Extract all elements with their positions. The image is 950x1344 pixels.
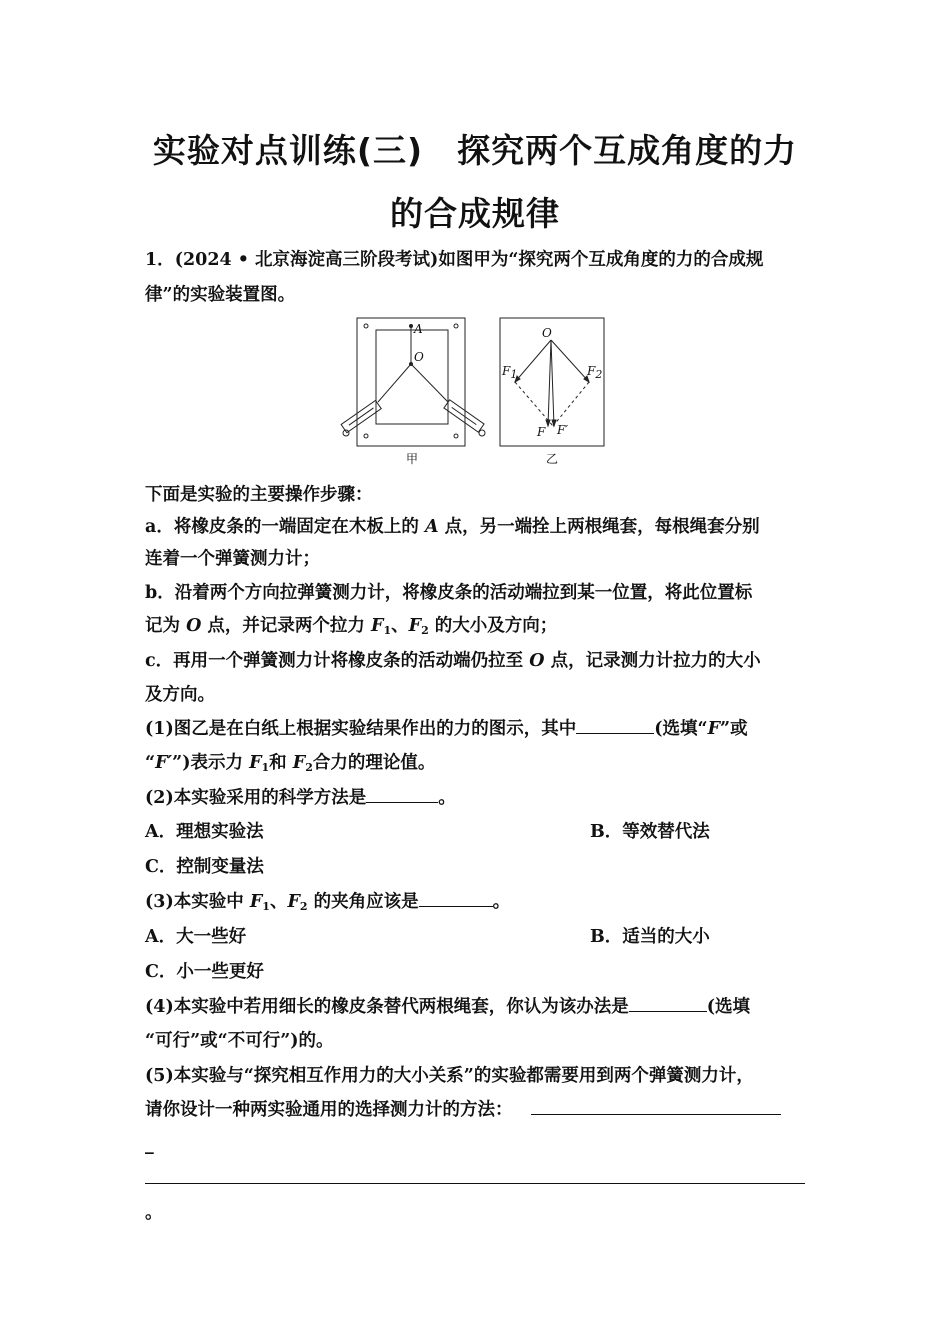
- q2-answer-blank[interactable]: [366, 786, 438, 803]
- label-F: F: [537, 425, 546, 439]
- q3-option-a[interactable]: A．大一些好: [145, 927, 247, 947]
- q3-option-c[interactable]: C．小一些更好: [145, 962, 264, 982]
- q1-line1: (1)图乙是在白纸上根据实验结果作出的力的图示，其中 (选填“F”或: [145, 719, 748, 739]
- question-intro: [145, 248, 815, 272]
- q3-stem: (3)本实验中 $F_1$、$F_2$ 的夹角应该是 。: [145, 892, 511, 913]
- page-title-line2: 的合成规律: [390, 194, 560, 233]
- step-a-line2: 连着一个弹簧测力计；: [145, 549, 320, 569]
- q1-line2: “F′”)表示力 $F_1$和 $F_2$合力的理论值。: [145, 753, 436, 774]
- step-b-line2: 记为 O 点，并记录两个拉力 $F_1$、$F_2$ 的大小及方向；: [145, 616, 558, 637]
- step-c-line2: 及方向。: [145, 685, 215, 705]
- question-number: 1．: [145, 250, 175, 270]
- steps-heading: 下面是实验的主要操作步骤：: [145, 485, 373, 505]
- experiment-figure: [340, 312, 620, 472]
- label-F-prime: F′: [557, 423, 569, 437]
- q5-answer-blank-2[interactable]: [145, 1183, 805, 1184]
- q5-line1: (5)本实验与“探究相互作用力的大小关系”的实验都需要用到两个弹簧测力计，: [145, 1066, 754, 1086]
- question-intro-line2: 律”的实验装置图。: [145, 285, 296, 305]
- step-b-line1: b．沿着两个方向拉弹簧测力计，将橡皮条的活动端拉到某一位置，将此位置标: [145, 583, 753, 603]
- apparatus-diagram: [341, 318, 485, 446]
- label-F1: $F_1$: [502, 364, 518, 381]
- figure-svg: [340, 312, 620, 472]
- step-c-line1: c．再用一个弹簧测力计将橡皮条的活动端仍拉至 O 点，记录测力计拉力的大小: [145, 651, 761, 671]
- q2-options-row1: [145, 820, 815, 844]
- label-A: A: [414, 322, 423, 336]
- caption-jia: 甲: [406, 452, 419, 466]
- question-source: (2024 • 北京海淀高三阶段考试): [174, 250, 439, 270]
- q1-answer-blank[interactable]: [576, 717, 654, 734]
- q2-option-b[interactable]: B．等效替代法: [590, 822, 710, 842]
- q3-answer-blank[interactable]: [419, 890, 493, 907]
- q5-answer-blank-1[interactable]: [531, 1098, 781, 1115]
- q5-line2: 请你设计一种两实验通用的选择测力计的方法：: [145, 1098, 815, 1122]
- q3-option-b[interactable]: B．适当的大小: [590, 927, 710, 947]
- label-O-left: O: [414, 350, 424, 364]
- q2-stem: (2)本实验采用的科学方法是 。: [145, 788, 456, 808]
- q2-option-c[interactable]: C．控制变量法: [145, 857, 264, 877]
- force-diagram: [500, 318, 604, 446]
- step-a-line1: a．将橡皮条的一端固定在木板上的 A 点，另一端拴上两根绳套，每根绳套分别: [145, 517, 760, 537]
- label-F2: $F_2$: [587, 364, 603, 381]
- page-title-line1: 实验对点训练(三) 探究两个互成角度的力: [152, 131, 798, 170]
- q4-answer-blank[interactable]: [629, 995, 707, 1012]
- q2-option-a[interactable]: A．理想实验法: [145, 822, 264, 842]
- question-intro-text: 如图甲为“探究两个互成角度的力的合成规: [438, 250, 764, 270]
- label-O-right: O: [542, 326, 552, 340]
- caption-yi: 乙: [546, 452, 559, 466]
- q5-end: 。: [145, 1203, 163, 1223]
- q3-options-row1: [145, 925, 815, 949]
- q5-dash: _: [145, 1135, 154, 1155]
- q4-line1: (4)本实验中若用细长的橡皮条替代两根绳套，你认为该办法是 (选填: [145, 997, 751, 1017]
- q4-line2: “可行”或“不可行”)的。: [145, 1031, 334, 1051]
